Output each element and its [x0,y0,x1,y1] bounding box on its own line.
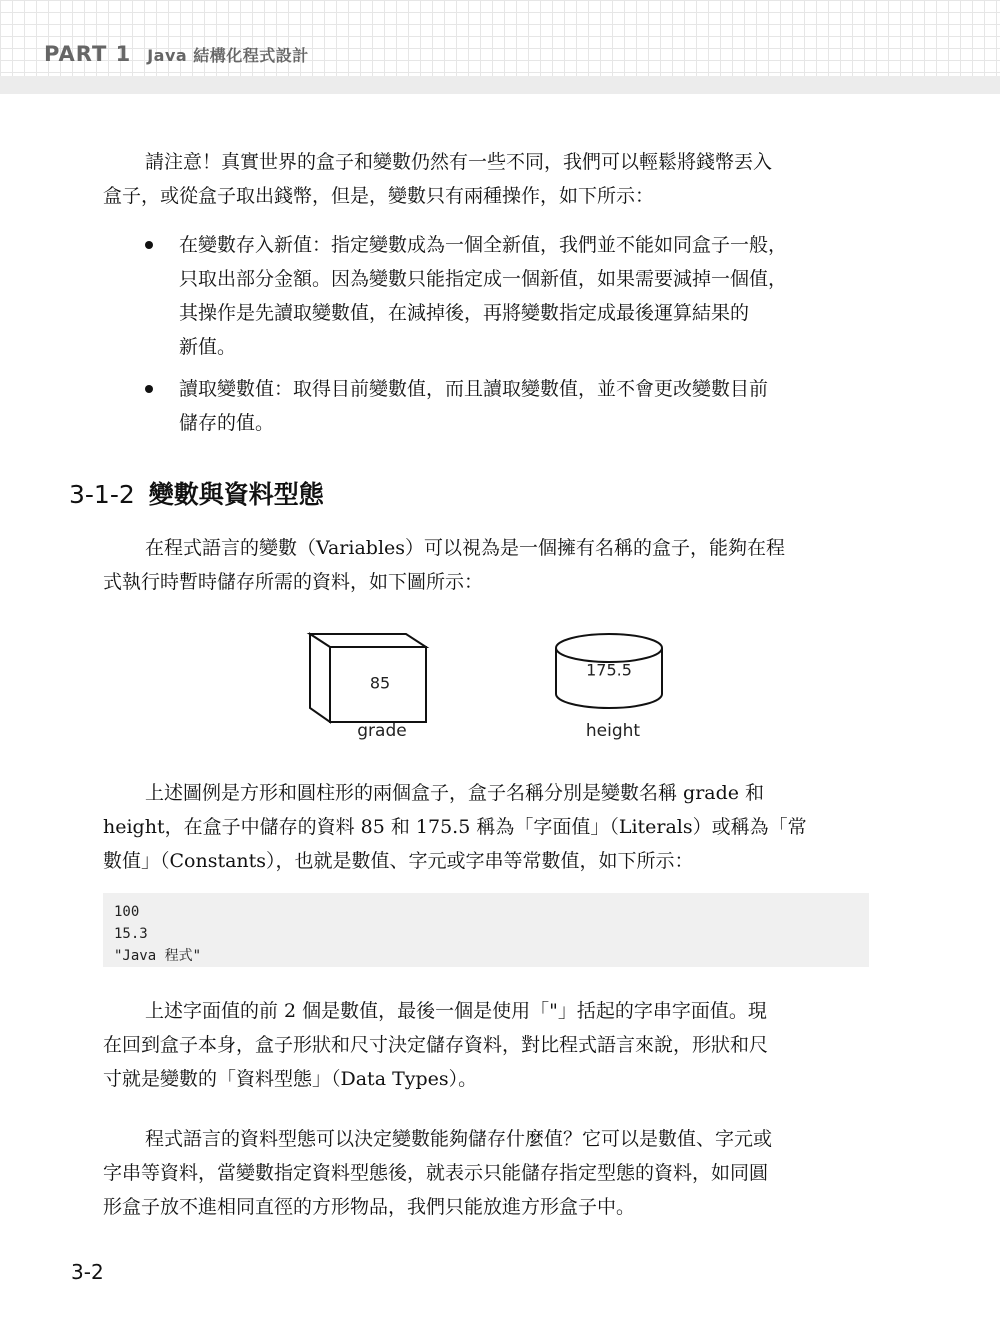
text-line: 字串等資料，當變數指定資料型態後，就表示只能儲存指定型態的資料，如同圓 [103,1162,769,1184]
box-label: grade [357,721,407,741]
page-number: 3-2 [71,1260,104,1284]
box-side-face [310,634,330,722]
text-line: 在程式語言的變數（Variables）可以視為是一個擁有名稱的盒子，能夠在程 [145,537,786,559]
section-heading [69,478,324,512]
cylinder-top [556,634,662,662]
box-value: 85 [369,673,391,693]
text-line: 新值。 [179,336,237,358]
section-title: 變數與資料型態 [148,480,324,509]
page-header [0,0,1000,94]
code-line: 100 [114,904,140,920]
text-line: 寸就是變數的「資料型態」（Data Types）。 [103,1068,478,1090]
text-line: 其操作是先讀取變數值，在減掉後，再將變數指定成最後運算結果的 [179,302,750,324]
code-line: 15.3 [114,926,148,942]
part-label: PART 1 [44,42,132,66]
text-line: 上述字面值的前 2 個是數值，最後一個是使用「"」括起的字串字面值。現 [145,1000,767,1022]
literals-paragraph [103,776,869,878]
header-band [0,76,1000,94]
final-paragraph [103,1122,869,1224]
text-line: 盒子，或從盒子取出錢幣，但是，變數只有兩種操作，如下所示： [103,185,655,207]
text-line: 數值」（Constants），也就是數值、字元或字串等常數值，如下所示： [103,850,694,872]
cylinder-diagram [556,634,662,741]
text-line: height，在盒子中儲存的資料 85 和 175.5 稱為「字面值」（Literals）或稱為「常 [103,816,807,838]
text-line: 只取出部分金額。因為變數只能指定成一個新值，如果需要減掉一個值， [179,268,788,290]
list-item [103,228,869,364]
part-subtitle: Java 結構化程式設計 [147,46,309,65]
operations-list [103,228,869,448]
bullet-icon [145,385,153,393]
types-paragraph [103,994,869,1096]
text-line: 形盒子放不進相同直徑的方形物品，我們只能放進方形盒子中。 [103,1196,636,1218]
list-item [103,372,869,440]
text-line: 請注意！真實世界的盒子和變數仍然有一些不同，我們可以輕鬆將錢幣丟入 [145,151,773,173]
section-number: 3-1-2 [69,480,135,509]
text-line: 程式語言的資料型態可以決定變數能夠儲存什麼值？它可以是數值、字元或 [145,1128,773,1150]
text-line: 儲存的值。 [179,412,275,434]
text-line: 在變數存入新值：指定變數成為一個全新值，我們並不能如同盒子一般， [179,234,788,256]
box-diagram [310,634,426,741]
text-line: 在回到盒子本身，盒子形狀和尺寸決定儲存資料，對比程式語言來說，形狀和尺 [103,1034,769,1056]
text-line: 式執行時暫時儲存所需的資料，如下圖所示： [103,571,484,593]
text-line: 讀取變數值：取得目前變數值，而且讀取變數值，並不會更改變數目前 [179,378,769,400]
intro-paragraph [103,145,869,213]
variables-paragraph [103,531,869,599]
code-block [103,893,869,967]
cylinder-label: height [585,721,641,741]
variable-boxes-figure [290,620,710,750]
bullet-icon [145,241,153,249]
header-title [44,42,309,72]
code-line: "Java 程式" [114,948,202,964]
text-line: 上述圖例是方形和圓柱形的兩個盒子，盒子名稱分別是變數名稱 grade 和 [145,782,765,804]
cylinder-value: 175.5 [586,660,632,680]
